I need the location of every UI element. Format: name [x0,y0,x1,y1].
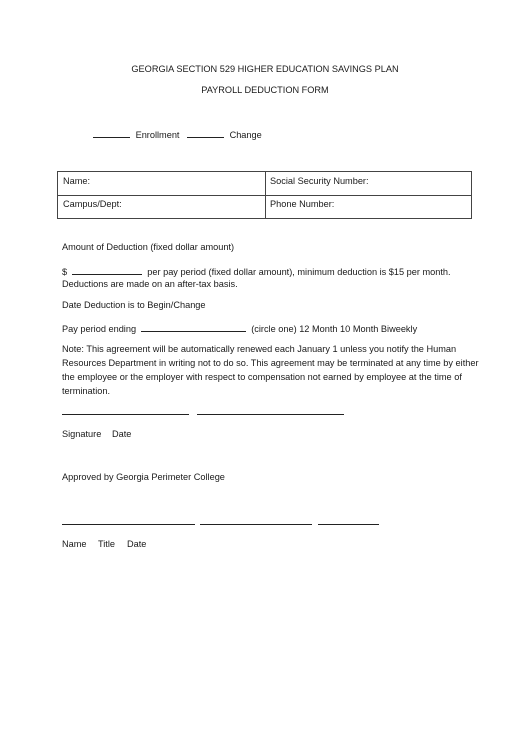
approver-name-line[interactable] [62,524,195,525]
signature-date-line[interactable] [197,414,344,415]
pay-period-label: Pay period ending [62,324,137,334]
change-label: Change [229,130,262,140]
ssn-label: Social Security Number: [270,176,369,186]
note-line-2: Resources Department in writing not to do so. This agreement may be terminated at any time by either [62,358,479,368]
approved-text: Approved by Georgia Perimeter College [62,472,225,482]
approver-title-label: Title [98,539,116,549]
enrollment-blank[interactable] [93,128,130,138]
agreement-note [62,342,482,398]
form-subtitle: PAYROLL DEDUCTION FORM [201,85,329,95]
approver-date-label: Date [127,539,147,549]
circle-one-text: (circle one) 12 Month 10 Month Biweekly [251,324,418,334]
per-pay-text: per pay period (fixed dollar amount), minimum deduction is $15 per month. [147,267,451,277]
note-line-1: Note: This agreement will be automatically renewed each January 1 unless you notify the Human [62,344,457,354]
enrollment-label: Enrollment [135,130,180,140]
name-label: Name: [63,176,91,186]
change-option[interactable] [187,128,262,140]
campus-label: Campus/Dept: [63,199,122,209]
note-line-4: termination. [62,386,111,396]
campus-field[interactable] [63,199,122,209]
amount-heading: Amount of Deduction (fixed dollar amount) [62,242,235,252]
enrollment-option[interactable] [93,128,179,140]
table-column-divider [265,172,266,218]
approver-date-line[interactable] [318,524,379,525]
approver-title-line[interactable] [200,524,312,525]
amount-blank[interactable] [72,265,142,275]
signature-line[interactable] [62,414,189,415]
begin-change-text: Date Deduction is to Begin/Change [62,300,206,310]
name-field[interactable] [63,176,90,186]
signature-label: Signature [62,429,102,439]
approver-name-label: Name [62,539,87,549]
dollar-sign: $ [62,267,68,277]
after-tax-text: Deductions are made on an after-tax basis. [62,279,238,289]
ssn-field[interactable] [270,176,369,186]
form-title: GEORGIA SECTION 529 HIGHER EDUCATION SAVINGS PLAN [131,64,399,74]
pay-period-blank[interactable] [141,322,246,332]
phone-field[interactable] [270,199,334,209]
pay-period-line [62,322,417,334]
note-line-3: the employee or the employer with respect to compensation not earned by employee at the time of [62,372,462,382]
signature-date-label: Date [112,429,132,439]
phone-label: Phone Number: [270,199,335,209]
employee-info-table [57,171,472,219]
change-blank[interactable] [187,128,224,138]
amount-line [62,265,451,277]
